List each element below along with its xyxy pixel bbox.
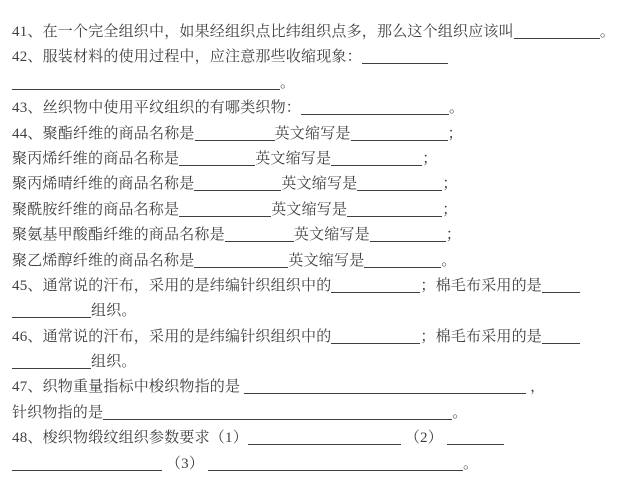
question-44-vinylon: [12, 249, 618, 274]
question-42-continuation: [12, 71, 618, 96]
question-text: 。: [463, 455, 479, 472]
question-42: [12, 45, 618, 70]
question-text: 英文缩写是: [274, 125, 351, 142]
fill-in-blank: [357, 178, 442, 191]
fill-in-blank: [179, 204, 271, 217]
question-text: 。: [599, 24, 616, 40]
question-text: 英文缩写是: [271, 201, 348, 218]
fill-in-blank: [103, 407, 452, 420]
fill-in-blank: [301, 102, 449, 115]
question-44-polyamide: [12, 198, 618, 223]
question-text: 聚丙烯晴纤维的商品名称是: [12, 176, 195, 193]
question-text: （3）: [162, 455, 209, 472]
question-43: [12, 96, 618, 121]
question-text: 英文缩写是: [288, 252, 365, 269]
fill-in-blank: [362, 51, 448, 64]
question-list: [12, 20, 618, 477]
fill-in-blank: [194, 255, 288, 268]
fill-in-blank: [542, 331, 580, 344]
question-text: ；棉毛布采用的是: [420, 328, 543, 345]
question-46: [12, 325, 618, 350]
question-text: ；: [442, 201, 458, 218]
fill-in-blank: [208, 458, 463, 471]
question-47-continuation: [12, 401, 618, 426]
fill-in-blank: [12, 356, 91, 369]
question-44-polyacrylonitrile: [12, 172, 618, 197]
question-48-continuation: [12, 452, 618, 477]
question-text: 聚氨基甲酸酯纤维的商品名称是: [12, 227, 225, 244]
question-text: （2）: [400, 430, 447, 447]
fill-in-blank: [244, 381, 526, 394]
question-45: [12, 274, 618, 299]
fill-in-blank: [195, 128, 275, 141]
fill-in-blank: [12, 305, 91, 318]
question-44-polyurethane: [12, 223, 618, 248]
fill-in-blank: [12, 77, 280, 90]
question-text: 组织。: [91, 354, 137, 371]
question-45-continuation: [12, 299, 618, 324]
question-text: 英文缩写是: [293, 227, 370, 244]
question-text: ；: [447, 125, 463, 142]
fill-in-blank: [194, 178, 281, 191]
fill-in-blank: [12, 458, 162, 471]
question-44-polyester: [12, 122, 618, 147]
question-48: [12, 426, 618, 451]
question-41: [12, 20, 618, 45]
question-text: 组织。: [91, 303, 137, 320]
question-text: 41、在一个完全组织中，如果经组织点比纬组织点多，那么这个组织应该叫: [12, 24, 514, 40]
question-text: ；: [422, 150, 438, 167]
question-text: 英文缩写是: [281, 176, 358, 193]
question-text: 。: [441, 252, 457, 269]
fill-in-blank: [347, 204, 442, 217]
fill-in-blank: [447, 432, 504, 445]
question-text: 。: [452, 404, 468, 421]
question-text: ；: [445, 227, 462, 244]
question-text: ；棉毛布采用的是: [420, 277, 543, 294]
question-text: 。: [280, 74, 296, 91]
fill-in-blank: [225, 229, 294, 242]
question-text: 44、聚酯纤维的商品名称是: [12, 125, 195, 142]
question-44-polypropylene: [12, 147, 618, 172]
question-text: 聚酰胺纤维的商品名称是: [12, 201, 180, 218]
question-text: 。: [449, 100, 465, 117]
question-text: 46、通常说的汗布，采用的是纬编针织组织中的: [12, 328, 332, 345]
fill-in-blank: [331, 331, 420, 344]
fill-in-blank: [331, 153, 422, 166]
fill-in-blank: [351, 128, 448, 141]
question-text: ，: [526, 379, 546, 396]
question-46-continuation: [12, 350, 618, 375]
question-text: 聚乙烯醇纤维的商品名称是: [12, 252, 195, 269]
question-text: 43、丝织物中使用平纹组织的有哪类织物：: [12, 100, 302, 117]
question-text: 英文缩写是: [255, 150, 332, 167]
question-text: 聚丙烯纤维的商品名称是: [12, 150, 180, 167]
question-text: 45、通常说的汗布，采用的是纬编针织组织中的: [12, 277, 332, 294]
fill-in-blank: [331, 280, 420, 293]
fill-in-blank: [514, 26, 600, 39]
fill-in-blank: [179, 153, 255, 166]
fill-in-blank: [542, 280, 580, 293]
question-47: [12, 375, 618, 400]
question-text: 42、服装材料的使用过程中，应注意那些收缩现象：: [12, 49, 362, 66]
question-text: 47、织物重量指标中梭织物指的是: [12, 379, 245, 396]
fill-in-blank: [370, 229, 446, 242]
question-text: 48、梭织物缎纹组织参数要求（1）: [12, 430, 248, 447]
question-text: ；: [442, 176, 458, 193]
fill-in-blank: [248, 432, 401, 445]
question-text: 针织物指的是: [12, 404, 104, 421]
fill-in-blank: [364, 255, 441, 268]
